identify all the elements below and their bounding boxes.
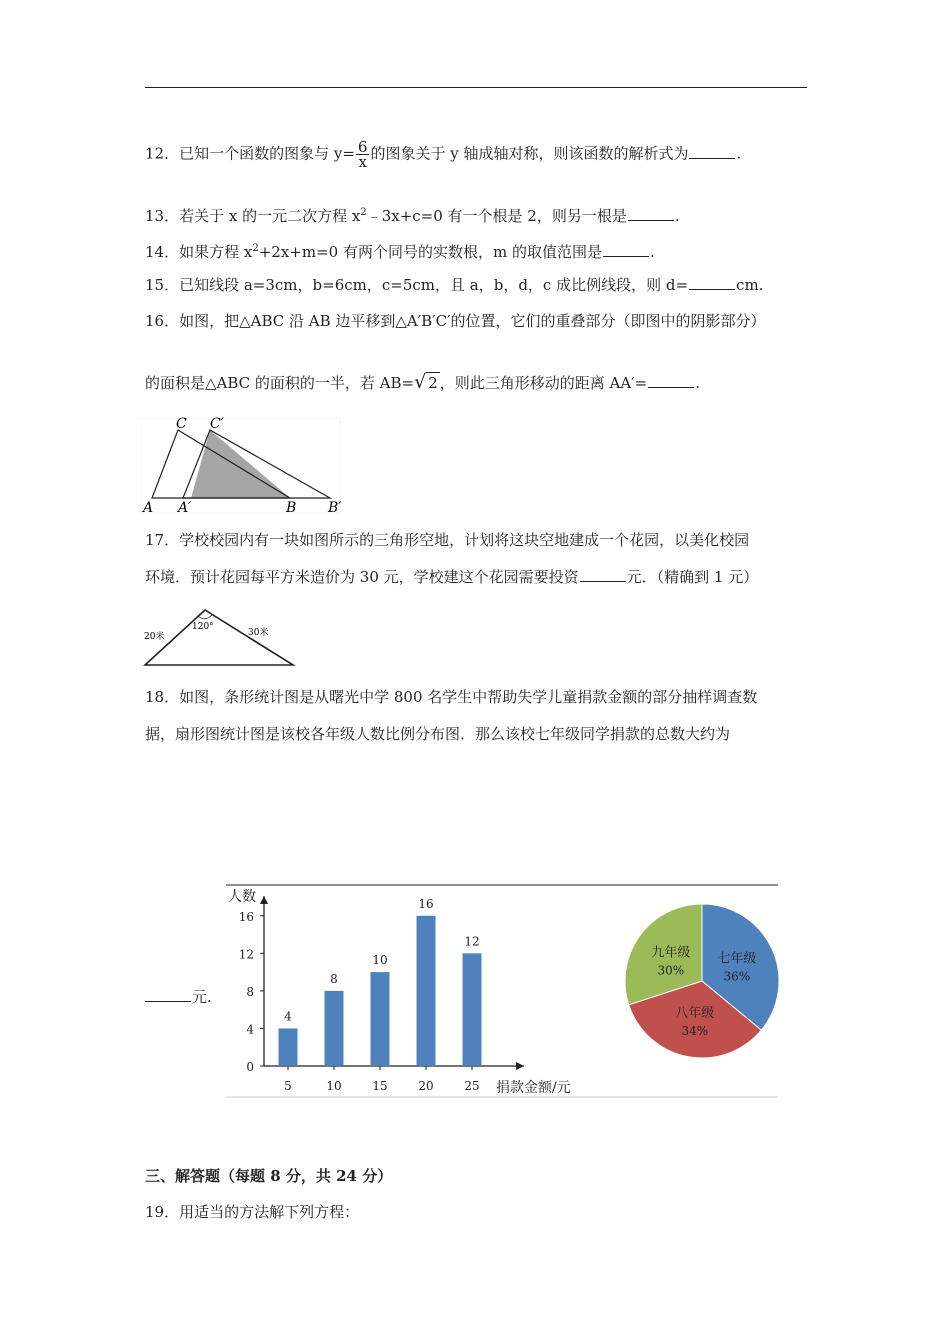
pie-slice-percent: 34% xyxy=(681,1023,709,1038)
x-axis-arrow-icon xyxy=(516,1062,524,1070)
x-axis-label: 捐款金额/元 xyxy=(496,1080,571,1096)
label-b-prime: B′ xyxy=(328,500,342,516)
pie-slice-percent: 36% xyxy=(723,969,751,984)
answer-blank[interactable] xyxy=(580,567,626,582)
fraction-denominator: x xyxy=(358,153,367,171)
q18-tail: 元. xyxy=(192,988,212,1006)
label-a-prime: A′ xyxy=(178,500,192,516)
y-tick-label: 4 xyxy=(246,1022,254,1037)
triangle-translation-figure xyxy=(140,412,350,517)
fraction xyxy=(356,140,370,169)
angle-label: 120° xyxy=(192,622,214,632)
q12-text-2: 的图象关于 y 轴成轴对称，则该函数的解析式为 xyxy=(370,144,689,163)
label-c: C xyxy=(176,416,187,432)
q14-text-2: +2x+m=0 有两个同号的实数根，m 的取值范围是 xyxy=(258,243,602,261)
q13-end: . xyxy=(674,207,680,225)
answer-blank[interactable] xyxy=(603,242,649,257)
answer-blank[interactable] xyxy=(648,373,694,388)
answer-blank[interactable] xyxy=(689,144,735,159)
x-tick-label: 25 xyxy=(464,1079,480,1093)
question-12 xyxy=(145,140,741,169)
x-tick-label: 20 xyxy=(418,1079,434,1093)
q15-text: 15．已知线段 a=3cm，b=6cm，c=5cm，且 a，b，d，c 成比例线段，则 d= xyxy=(145,276,689,294)
garden-triangle xyxy=(145,610,293,665)
q18-text: 18．如图，条形统计图是从曙光中学 800 名学生中帮助失学儿童捐款金额的部分抽样调查数 xyxy=(145,688,758,706)
bar-value-label: 16 xyxy=(418,896,434,911)
question-13 xyxy=(145,203,680,226)
q12-text: 12．已知一个函数的图象与 y= xyxy=(145,144,355,163)
bar-value-label: 12 xyxy=(464,934,480,949)
x-tick-label: 15 xyxy=(372,1079,388,1093)
question-18-line-2 xyxy=(145,724,730,744)
bar-value-label: 10 xyxy=(372,953,388,968)
superscript: 2 xyxy=(360,207,367,218)
question-14 xyxy=(145,239,655,262)
q16-text: 16．如图，把△ABC 沿 AB 边平移到△A′B′C′的位置，它们的重叠部分（即图中的阴影部分） xyxy=(145,312,766,330)
pie-slice-percent: 30% xyxy=(657,963,685,978)
garden-triangle-figure xyxy=(140,602,305,670)
section-3-title-text: 三、解答题（每题 8 分，共 24 分） xyxy=(145,1167,393,1185)
q13-text: 13．若关于 x 的一元二次方程 x xyxy=(145,207,361,225)
q14-end: . xyxy=(649,243,655,261)
question-17-line-2 xyxy=(145,567,758,587)
header-rule xyxy=(145,87,807,88)
y-tick-label: 8 xyxy=(246,984,254,999)
left-side-label: 20米 xyxy=(144,632,165,642)
question-15 xyxy=(145,275,763,295)
question-17-line-1 xyxy=(145,530,749,550)
bar xyxy=(371,972,390,1066)
sqrt-icon: √ xyxy=(414,371,427,393)
q12-end: . xyxy=(736,144,742,163)
section-3-title xyxy=(145,1166,392,1186)
y-axis-arrow-icon xyxy=(260,896,268,904)
right-side-label: 30米 xyxy=(248,628,269,638)
q15-end: cm. xyxy=(736,276,764,294)
bar-chart xyxy=(228,888,571,1096)
label-b: B xyxy=(286,500,297,516)
sqrt-radicand: 2 xyxy=(428,374,438,392)
q16-end: . xyxy=(695,374,700,392)
question-16-line-1 xyxy=(145,311,765,331)
y-tick-label: 16 xyxy=(238,909,254,924)
pie-slice-label: 八年级 xyxy=(675,1005,715,1021)
q16-text-3: ，则此三角形移动的距离 AA′= xyxy=(439,374,648,392)
y-tick-label: 0 xyxy=(246,1060,254,1074)
q19-text: 19．用适当的方法解下列方程： xyxy=(145,1203,360,1221)
question-18-answer-line xyxy=(145,987,212,1007)
q13-text-2: ﹣3x+c=0 有一个根是 2，则另一根是 xyxy=(366,207,627,225)
question-19 xyxy=(145,1202,359,1222)
q17-text-3: 元．（精确到 1 元） xyxy=(626,568,759,586)
pie-chart xyxy=(625,904,779,1058)
y-axis-label: 人数 xyxy=(228,889,256,905)
bar xyxy=(417,916,436,1066)
q14-text: 14．如果方程 x xyxy=(145,243,253,261)
question-16-line-2 xyxy=(145,372,700,393)
pie-slice-label: 七年级 xyxy=(717,951,757,967)
bar-value-label: 4 xyxy=(284,1009,292,1024)
x-tick-label: 10 xyxy=(326,1079,342,1093)
question-18-line-1 xyxy=(145,687,757,707)
q18-text-2: 据，扇形图统计图是该校各年级人数比例分布图．那么该校七年级同学捐款的总数大约为 xyxy=(145,725,731,743)
superscript: 2 xyxy=(252,243,259,254)
q17-text-2: 环境．预计花园每平方米造价为 30 元，学校建这个花园需要投资 xyxy=(145,568,579,586)
fraction-numerator: 6 xyxy=(357,138,368,156)
answer-blank[interactable] xyxy=(145,987,191,1002)
pie-slice-label: 九年级 xyxy=(651,945,691,961)
answer-blank[interactable] xyxy=(689,275,735,290)
label-a: A xyxy=(143,500,154,516)
answer-blank[interactable] xyxy=(628,206,674,221)
bar-value-label: 8 xyxy=(330,971,338,986)
bar xyxy=(325,991,344,1066)
y-tick-label: 12 xyxy=(238,947,254,962)
bar xyxy=(279,1028,298,1066)
q17-text: 17．学校校园内有一块如图所示的三角形空地，计划将这块空地建成一个花园，以美化校园 xyxy=(145,531,750,549)
statistics-chart-figure xyxy=(226,884,781,1100)
bar xyxy=(463,953,482,1066)
label-c-prime: C′ xyxy=(210,416,224,432)
x-tick-label: 5 xyxy=(284,1079,292,1093)
q16-text-2: 的面积是△ABC 的面积的一半，若 AB= xyxy=(145,374,415,392)
